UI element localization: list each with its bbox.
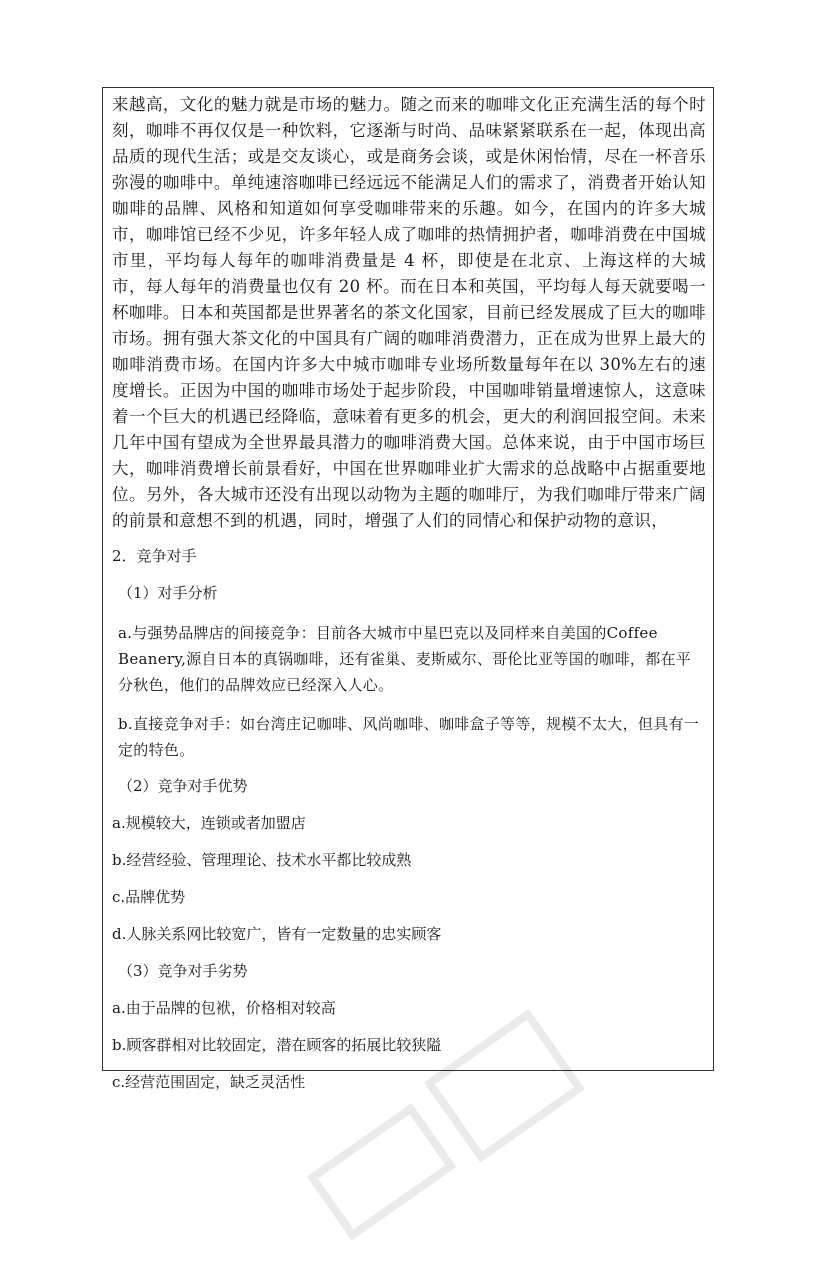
section-heading: 2．竞争对手 bbox=[112, 547, 197, 565]
strength-item-d: d.人脉关系网比较宽广，皆有一定数量的忠实顾客 bbox=[112, 925, 442, 943]
subheading-analysis: （1）对手分析 bbox=[118, 584, 218, 602]
weakness-item-a: a.由于品牌的包袱，价格相对较高 bbox=[112, 999, 336, 1017]
body-paragraph: 来越高，文化的魅力就是市场的魅力。随之而来的咖啡文化正充满生活的每个时刻，咖啡不再仅仅是一种饮料，它逐渐与时尚、品味紧紧联系在一起，体现出高品质的现代生活；或是交友谈心，或是商务会谈，或是休闲怡情，尽在一杯音乐弥漫的咖啡中。单纯速溶咖啡已经远远不能满足人们的需求了，消费者开始认知咖啡的品牌、风格和知道如何享受咖啡带来的乐趣。如今，在国内的许多大城市，咖啡馆已经不少见，许多年轻人成了咖啡的热情拥护者，咖啡消费在中国城市里，平均每人每年的咖啡消费量是 4 杯，即使是在北京、上海这样的大城市，每人每年的消费量也仅有 20 杯。而在日本和英国，平均每人每天就要喝一杯咖啡。日本和英国都是世界著名的茶文化国家，目前已经发展成了巨大的咖啡市场。拥有强大茶文化的中国具有广阔的咖啡消费潜力，正在成为世界上最大的咖啡消费市场。在国内许多大中城市咖啡专业场所数量每年在以 30%左右的速度增长。正因为中国的咖啡市场处于起步阶段，中国咖啡销量增速惊人，这意味着一个巨大的机遇已经降临，意味着有更多的机会，更大的利润回报空间。未来几年中国有望成为全世界最具潜力的咖啡消费大国。总体来说，由于中国市场巨大，咖啡消费增长前景看好，中国在世界咖啡业扩大需求的总战略中占据重要地位。另外，各大城市还没有出现以动物为主题的咖啡厅，为我们咖啡厅带来广阔的前景和意想不到的机遇，同时，增强了人们的同情心和保护动物的意识， bbox=[112, 95, 706, 530]
document-content bbox=[112, 92, 706, 1109]
subheading-weaknesses: （3）竞争对手劣势 bbox=[118, 962, 248, 980]
analysis-item-a: a.与强势品牌店的间接竞争：目前各大城市中星巴克以及同样来自美国的Coffee Beanery,源自日本的真锅咖啡，还有雀巢、麦斯威尔、哥伦比亚等国的咖啡，都在平分秋色，他们的品牌效应已经深入人心。 bbox=[118, 624, 692, 694]
strength-item-a: a.规模较大，连锁或者加盟店 bbox=[112, 814, 306, 832]
weakness-item-c: c.经营范围固定，缺乏灵活性 bbox=[112, 1073, 306, 1091]
analysis-item-b: b.直接竞争对手：如台湾庄记咖啡、风尚咖啡、咖啡盒子等等，规模不太大，但具有一定的特色。 bbox=[118, 715, 700, 759]
strength-item-b: b.经营经验、管理理论、技术水平都比较成熟 bbox=[112, 851, 412, 869]
weakness-item-b: b.顾客群相对比较固定，潜在顾客的拓展比较狭隘 bbox=[112, 1036, 442, 1054]
strength-item-c: c.品牌优势 bbox=[112, 888, 186, 906]
subheading-strengths: （2）竞争对手优势 bbox=[118, 777, 248, 795]
